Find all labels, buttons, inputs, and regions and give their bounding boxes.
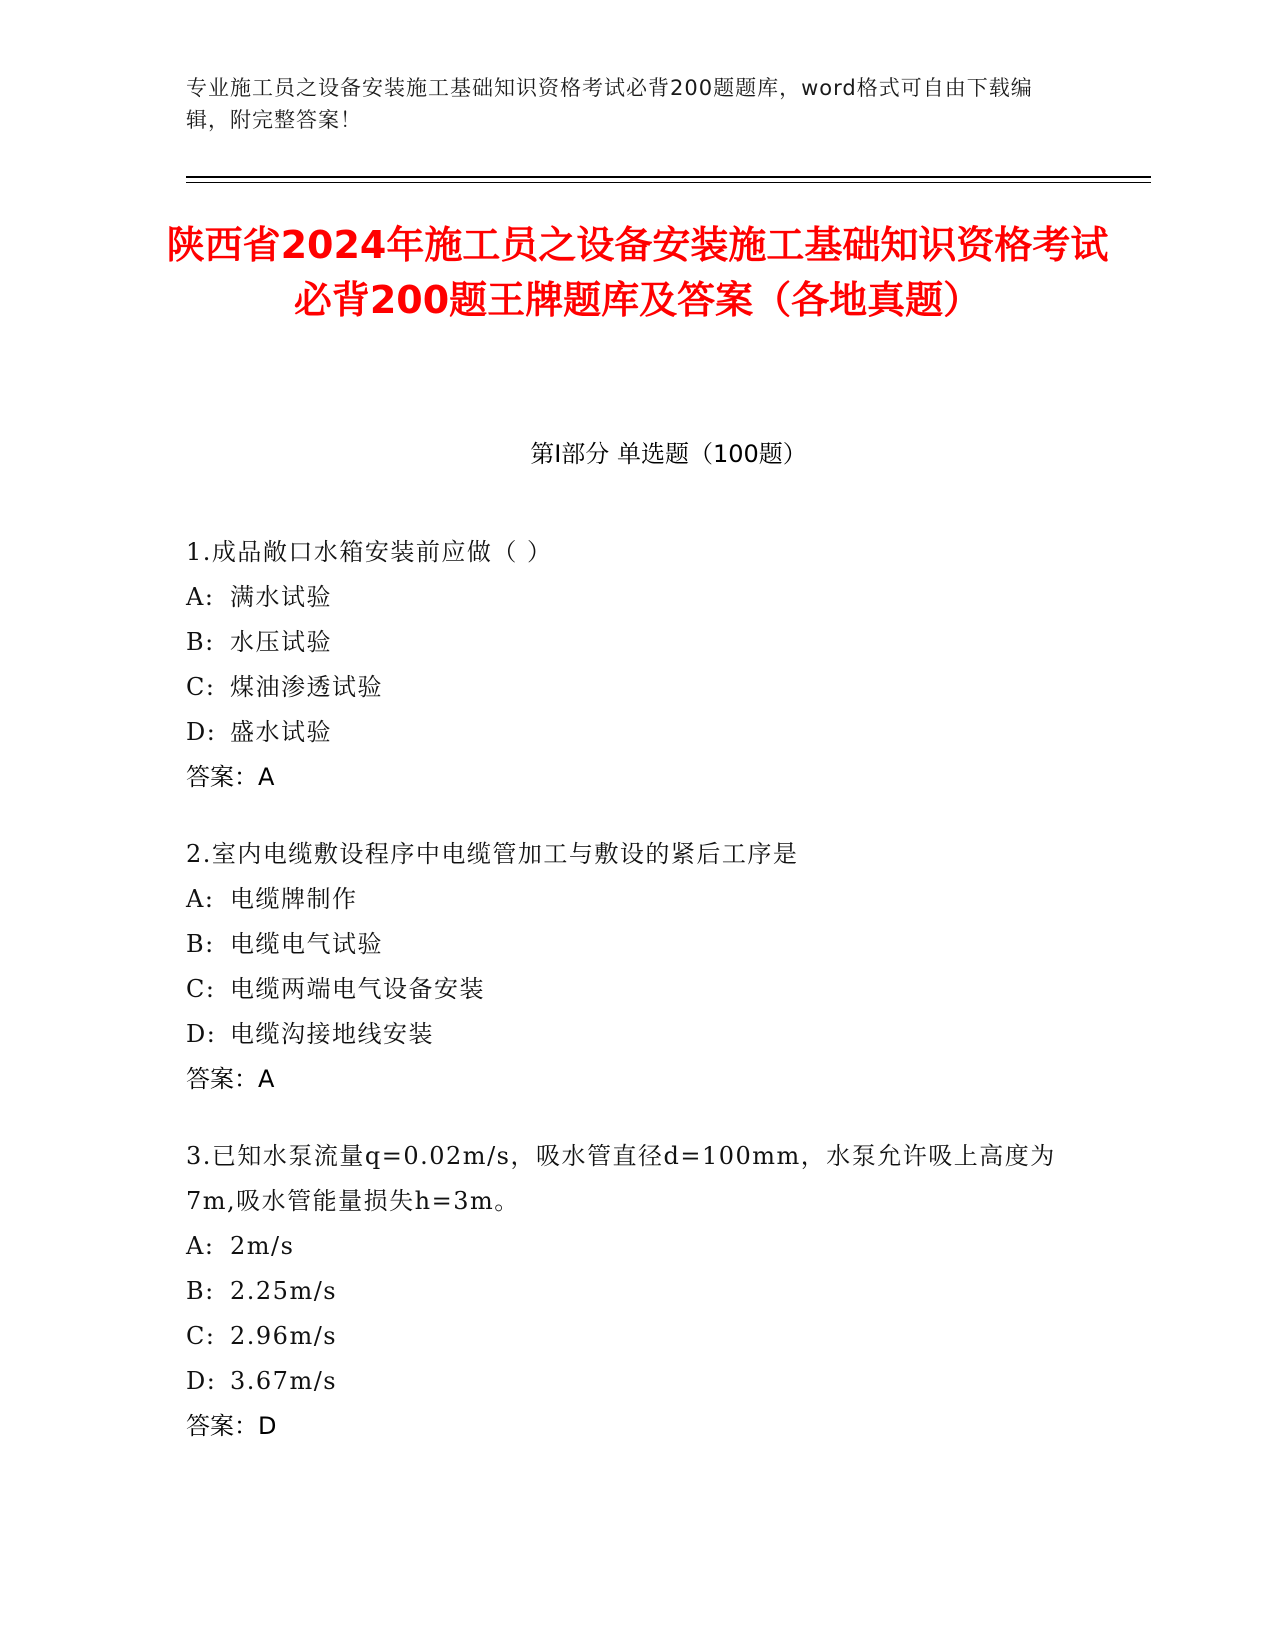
option-letter: A: [186,1232,215,1260]
option-text: 水压试验 [230,628,332,656]
question-1 [186,530,1086,800]
section-heading: 第I部分 单选题（100题） [530,440,807,468]
option-text: 2m/s [230,1232,295,1260]
answer-line: 答案：D [186,1412,277,1440]
answer-line: 答案：A [186,1065,275,1093]
option-letter: A: [186,885,215,913]
question-3 [186,1134,1086,1449]
answer-line: 答案：A [186,763,275,791]
option-text: 电缆沟接地线安装 [230,1020,434,1048]
option-letter: D: [186,1367,217,1395]
option-letter: C: [186,1322,216,1350]
option-text: 电缆牌制作 [230,885,358,913]
option-a [186,575,1086,620]
option-text: 煤油渗透试验 [230,673,383,701]
question-list [186,530,1086,1481]
option-c [186,967,1086,1012]
option-c [186,1314,1086,1359]
option-letter: C: [186,975,216,1003]
option-text: 盛水试验 [230,718,332,746]
option-letter: B: [186,1277,215,1305]
option-d [186,1012,1086,1057]
option-b [186,922,1086,967]
option-text: 满水试验 [230,583,332,611]
header-rule-thin [186,182,1151,183]
option-letter: D: [186,1020,217,1048]
question-stem: 2.室内电缆敷设程序中电缆管加工与敷设的紧后工序是 [186,840,799,868]
header-note: 专业施工员之设备安装施工基础知识资格考试必背200题题库，word格式可自由下载编辑，附完整答案！ [186,76,1033,132]
option-b [186,620,1086,665]
question-2 [186,832,1086,1102]
option-letter: A: [186,583,215,611]
option-text: 3.67m/s [230,1367,338,1395]
option-text: 电缆电气试验 [230,930,383,958]
option-a [186,1224,1086,1269]
option-text: 2.25m/s [230,1277,338,1305]
option-letter: B: [186,930,215,958]
option-text: 2.96m/s [230,1322,338,1350]
option-text: 电缆两端电气设备安装 [230,975,485,1003]
option-a [186,877,1086,922]
option-d [186,710,1086,755]
question-stem: 3.已知水泵流量q=0.02m/s，吸水管直径d=100mm，水泵允许吸上高度为7m,吸水管能量损失h=3m。 [186,1142,1056,1215]
option-letter: B: [186,628,215,656]
document-title: 陕西省2024年施工员之设备安装施工基础知识资格考试必背200题王牌题库及答案（各地真题） [166,223,1109,322]
option-c [186,665,1086,710]
header-rule-thick [186,176,1151,178]
option-d [186,1359,1086,1404]
option-b [186,1269,1086,1314]
question-stem: 1.成品敞口水箱安装前应做（ ） [186,538,553,566]
option-letter: C: [186,673,216,701]
option-letter: D: [186,718,217,746]
